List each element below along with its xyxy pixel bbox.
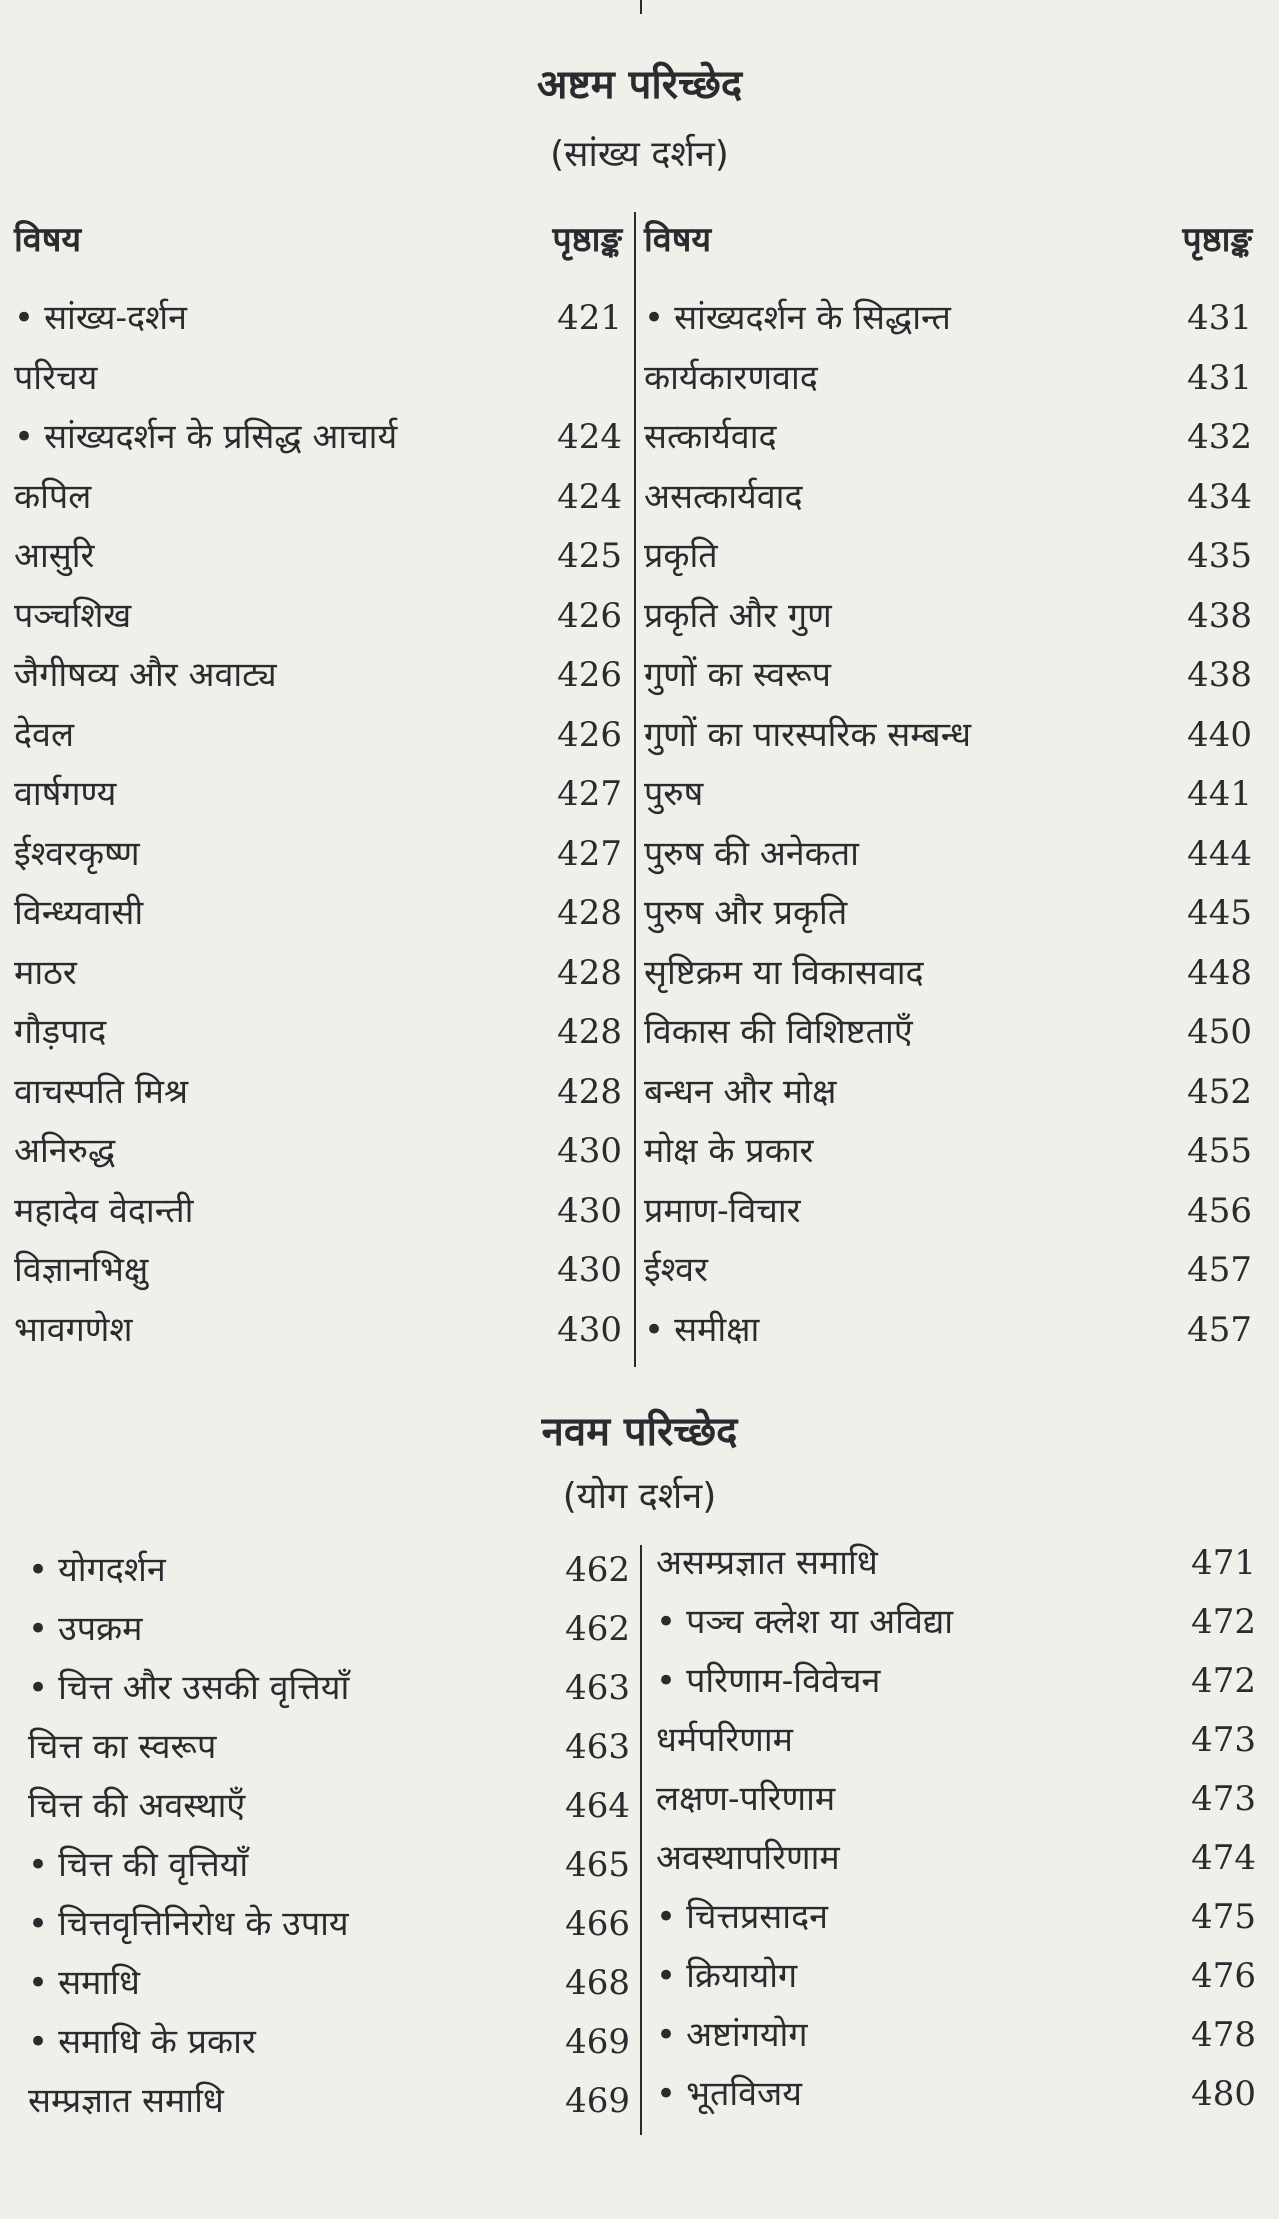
toc-entry: [644, 885, 1252, 941]
entry-page: 448: [1187, 952, 1252, 993]
toc-entry: [14, 1064, 622, 1120]
bullet-icon: •: [656, 2015, 677, 2055]
entry-page: 445: [1187, 893, 1252, 933]
entry-text: भावगणेश: [14, 1309, 133, 1350]
entry-page: 431: [1187, 357, 1252, 398]
section-title-navam: नवम परिच्छेद: [541, 1409, 738, 1455]
toc-entry: [644, 528, 1252, 584]
bullet-icon: •: [656, 1897, 677, 1937]
entry-page: 471: [1191, 1543, 1256, 1583]
entry-text: गुणों का स्वरूप: [644, 655, 831, 695]
toc-entry: [14, 469, 622, 525]
entry-page: 476: [1191, 1956, 1256, 1996]
entry-title: [28, 1542, 166, 1598]
entry-text: वार्षगण्य: [14, 774, 117, 814]
entry-title: [28, 2073, 224, 2129]
bullet-icon: •: [28, 1668, 49, 1708]
header-topic: विषय: [14, 220, 82, 260]
entry-title: [644, 588, 832, 644]
toc-entry: [644, 945, 1252, 1001]
entry-page: 455: [1187, 1131, 1252, 1171]
toc-column-right-s1: [644, 212, 1252, 1372]
entry-title: [644, 1302, 759, 1358]
entry-page: 441: [1187, 774, 1252, 814]
entry-text: चित्त का स्वरूप: [28, 1727, 217, 1767]
entry-text: ईश्वरकृष्ण: [14, 833, 140, 874]
entry-title: [656, 2007, 808, 2063]
entry-text: चित्त की वृत्तियाँ: [58, 1845, 249, 1885]
toc-entry: [14, 1242, 622, 1298]
entry-page: 456: [1187, 1190, 1252, 1231]
entry-title: [644, 409, 777, 465]
entry-text: प्रकृति और गुण: [644, 595, 832, 636]
entry-title: [656, 1712, 793, 1768]
toc-entry: [656, 1830, 1256, 1886]
entry-page: 427: [557, 833, 622, 874]
entry-title: [656, 1535, 878, 1591]
entry-page: 428: [557, 952, 622, 993]
entry-title: [644, 350, 818, 406]
entry-title: [656, 1771, 835, 1827]
column-header: [14, 212, 622, 268]
top-mark: [640, 0, 642, 14]
entry-title: [28, 1778, 245, 1834]
entry-title: [644, 826, 859, 882]
header-page: पृष्ठाङ्क: [552, 220, 622, 260]
toc-entry: [14, 290, 622, 346]
toc-entry: [28, 1955, 630, 2011]
entry-text: सम्प्रज्ञात समाधि: [28, 2081, 224, 2121]
toc-entry: [644, 469, 1252, 525]
toc-entry: [28, 1542, 630, 1598]
entry-text: परिचय: [14, 357, 98, 398]
toc-column-left-s2: [28, 1542, 630, 2132]
column-divider: [640, 1545, 642, 2135]
toc-entry: [14, 885, 622, 941]
entry-title: [28, 1601, 142, 1657]
entry-title: [28, 1955, 140, 2011]
entry-text: चित्तप्रसादन: [686, 1897, 829, 1937]
section-subtitle-sankhya: (सांख्य दर्शन): [550, 134, 729, 175]
entry-page: 424: [557, 417, 622, 457]
entry-title: [656, 1594, 953, 1650]
entry-page: 431: [1187, 298, 1252, 338]
section-title-ashtam: अष्टम परिच्छेद: [536, 62, 743, 108]
entry-title: [14, 945, 77, 1001]
toc-entry: [644, 1183, 1252, 1239]
toc-entry: [644, 1302, 1252, 1358]
entry-page: 435: [1187, 536, 1252, 576]
toc-entry: [28, 1896, 630, 1952]
entry-text: समाधि के प्रकार: [58, 2022, 256, 2062]
toc-entry: [644, 707, 1252, 763]
entry-title: [644, 290, 951, 346]
entry-page: 426: [557, 714, 622, 755]
toc-entry: [644, 766, 1252, 822]
entry-page: 457: [1187, 1309, 1252, 1350]
bullet-icon: •: [28, 2022, 49, 2062]
entry-title: [14, 1064, 188, 1120]
column-divider: [634, 212, 636, 1367]
entry-page: 450: [1187, 1012, 1252, 1052]
entry-page: 466: [565, 1904, 630, 1944]
toc-entry: [656, 1771, 1256, 1827]
entry-title: [656, 1948, 797, 2004]
toc-entry: [14, 707, 622, 763]
column-header: [644, 212, 1252, 268]
entry-page: 430: [557, 1250, 622, 1290]
entry-title: [14, 409, 397, 465]
toc-entry: [644, 1004, 1252, 1060]
toc-entry: [656, 1594, 1256, 1650]
entry-page: 428: [557, 893, 622, 933]
entry-page: 480: [1191, 2074, 1256, 2114]
entry-text: समीक्षा: [674, 1309, 760, 1350]
toc-entry: [644, 647, 1252, 703]
toc-entry: [656, 1889, 1256, 1945]
entry-page: 462: [565, 1550, 630, 1590]
entry-title: [14, 1004, 106, 1060]
entry-page: 438: [1187, 655, 1252, 695]
entry-text: कपिल: [14, 476, 92, 517]
bullet-icon: •: [28, 1963, 49, 2003]
entry-text: प्रकृति: [644, 536, 718, 576]
toc-entry: [14, 826, 622, 882]
entry-text: वाचस्पति मिश्र: [14, 1071, 189, 1112]
entry-title: [14, 707, 74, 763]
entry-text: अष्टांगयोग: [686, 2015, 808, 2055]
entry-title: [28, 1837, 248, 1893]
entry-text: सांख्यदर्शन के सिद्धान्त: [674, 298, 951, 338]
toc-entry: [14, 766, 622, 822]
entry-title: [14, 647, 277, 703]
section-subtitle-yoga: (योग दर्शन): [562, 1476, 717, 1517]
entry-title: [644, 707, 971, 763]
entry-page: 430: [557, 1131, 622, 1171]
toc-entry: [644, 1123, 1252, 1179]
toc-entry: [14, 409, 622, 465]
entry-page: 430: [557, 1309, 622, 1350]
entry-text: समाधि: [58, 1963, 140, 2003]
entry-title: [14, 766, 116, 822]
entry-page: 430: [557, 1190, 622, 1231]
entry-text: विकास की विशिष्टताएँ: [644, 1012, 913, 1052]
entry-page: 457: [1187, 1250, 1252, 1290]
toc-entry: [28, 1601, 630, 1657]
toc-entry: [656, 2066, 1256, 2122]
entry-text: जैगीषव्य और अवाट्य: [14, 655, 277, 695]
entry-text: गौड़पाद: [14, 1012, 107, 1052]
bullet-icon: •: [644, 298, 665, 338]
entry-text: आसुरि: [14, 536, 95, 576]
toc-entry: [644, 826, 1252, 882]
toc-entry: [644, 290, 1252, 346]
entry-title: [644, 945, 924, 1001]
entry-title: [644, 1183, 801, 1239]
entry-page: 468: [565, 1963, 630, 2003]
entry-title: [14, 885, 143, 941]
toc-entry: [14, 647, 622, 703]
entry-text: क्रियायोग: [686, 1956, 798, 1996]
toc-entry: [28, 1660, 630, 1716]
toc-entry: [28, 2073, 630, 2129]
entry-text: सृष्टिक्रम या विकासवाद: [644, 952, 924, 993]
header-topic: विषय: [644, 220, 712, 260]
entry-text: देवल: [14, 714, 75, 755]
toc-entry: [644, 1064, 1252, 1120]
bullet-icon: •: [644, 1309, 665, 1350]
bullet-icon: •: [28, 1550, 49, 1590]
entry-page: 428: [557, 1071, 622, 1112]
bullet-icon: •: [656, 1956, 677, 1996]
entry-page: 444: [1187, 833, 1252, 874]
toc-column-right-s2: [656, 1535, 1256, 2135]
entry-text: परिणाम-विवेचन: [686, 1661, 881, 1701]
entry-text: अनिरुद्ध: [14, 1131, 116, 1171]
entry-text: चित्त की अवस्थाएँ: [28, 1786, 246, 1826]
entry-text: महादेव वेदान्ती: [14, 1190, 194, 1231]
bullet-icon: •: [28, 1609, 49, 1649]
toc-entry: [644, 1242, 1252, 1298]
entry-title: [14, 826, 140, 882]
entry-text: धर्मपरिणाम: [656, 1720, 793, 1760]
entry-text: पञ्चशिख: [14, 595, 132, 636]
entry-page: 424: [557, 476, 622, 517]
entry-text: चित्तवृत्तिनिरोध के उपाय: [58, 1904, 349, 1944]
bullet-icon: •: [656, 1602, 677, 1642]
entry-page: 421: [557, 298, 622, 338]
entry-text: सांख्यदर्शन के प्रसिद्ध आचार्य: [44, 417, 398, 457]
entry-page: 463: [565, 1668, 630, 1708]
entry-title: [644, 1242, 708, 1298]
entry-text: ईश्वर: [644, 1250, 708, 1290]
entry-text: लक्षण-परिणाम: [656, 1779, 836, 1819]
entry-text: मोक्ष के प्रकार: [644, 1131, 814, 1171]
entry-title: [28, 1660, 349, 1716]
toc-entry: [28, 1837, 630, 1893]
entry-text: पुरुष और प्रकृति: [644, 893, 848, 933]
entry-title: [644, 528, 718, 584]
entry-page: 426: [557, 595, 622, 636]
entry-page: 469: [565, 2022, 630, 2062]
bullet-icon: •: [28, 1904, 49, 1944]
entry-title: [644, 647, 831, 703]
toc-entry: [14, 945, 622, 1001]
entry-text: पुरुष की अनेकता: [644, 833, 859, 874]
entry-title: [14, 1183, 193, 1239]
entry-page: 463: [565, 1727, 630, 1767]
toc-column-left-s1: [14, 212, 622, 1372]
toc-entry: [656, 2007, 1256, 2063]
entry-title: [14, 469, 91, 525]
entry-title: [14, 588, 131, 644]
entry-text: योगदर्शन: [58, 1550, 166, 1590]
entry-text: विज्ञानभिक्षु: [14, 1250, 149, 1290]
entry-title: [644, 885, 847, 941]
entry-page: 473: [1191, 1720, 1256, 1760]
entry-title: [644, 766, 703, 822]
entry-text: अवस्थापरिणाम: [656, 1838, 840, 1878]
toc-entry: [644, 350, 1252, 406]
toc-entry: [656, 1712, 1256, 1768]
entry-text: कार्यकारणवाद: [644, 357, 818, 398]
entry-text: बन्धन और मोक्ष: [644, 1071, 837, 1112]
entry-text: पञ्च क्लेश या अविद्या: [686, 1602, 954, 1642]
entry-text: माठर: [14, 952, 77, 993]
entry-title: [14, 1242, 148, 1298]
entry-page: 427: [557, 774, 622, 814]
entry-text: सत्कार्यवाद: [644, 417, 777, 457]
toc-entry: [14, 528, 622, 584]
entry-title: [14, 1123, 115, 1179]
entry-page: 425: [557, 536, 622, 576]
entry-page: 465: [565, 1845, 630, 1885]
entry-title: [14, 290, 187, 346]
entry-page: 472: [1191, 1602, 1256, 1642]
entry-text: चित्त और उसकी वृत्तियाँ: [58, 1668, 350, 1708]
bullet-icon: •: [14, 417, 35, 457]
toc-entry: [14, 1183, 622, 1239]
entry-text: गुणों का पारस्परिक सम्बन्ध: [644, 714, 972, 755]
toc-entry: [644, 588, 1252, 644]
toc-entry: [14, 1004, 622, 1060]
entry-text: भूतविजय: [686, 2074, 803, 2114]
entry-page: 472: [1191, 1661, 1256, 1701]
entry-page: 452: [1187, 1071, 1252, 1112]
entry-title: [656, 1653, 880, 1709]
entry-text: विन्ध्यवासी: [14, 893, 144, 933]
entry-page: 432: [1187, 417, 1252, 457]
entry-text: पुरुष: [644, 774, 704, 814]
entry-title: [644, 469, 803, 525]
entry-title: [656, 2066, 802, 2122]
toc-entry: [656, 1948, 1256, 2004]
entry-text: असम्प्रज्ञात समाधि: [656, 1543, 878, 1583]
entry-title: [644, 1064, 836, 1120]
entry-text: सांख्य-दर्शन: [44, 298, 187, 338]
entry-page: 428: [557, 1012, 622, 1052]
entry-title: [28, 1896, 349, 1952]
toc-entry: [28, 1719, 630, 1775]
entry-title: [14, 1302, 132, 1358]
entry-title: [28, 1719, 216, 1775]
entry-page: 440: [1187, 714, 1252, 755]
entry-page: 434: [1187, 476, 1252, 517]
toc-entry: [644, 409, 1252, 465]
entry-title: [14, 528, 94, 584]
entry-title: [14, 350, 97, 406]
entry-page: 426: [557, 655, 622, 695]
bullet-icon: •: [14, 298, 35, 338]
toc-entry: [656, 1535, 1256, 1591]
entry-text: उपक्रम: [58, 1609, 143, 1649]
toc-entry: [28, 1778, 630, 1834]
bullet-icon: •: [28, 1845, 49, 1885]
toc-entry: [14, 588, 622, 644]
entry-text: असत्कार्यवाद: [644, 476, 803, 517]
entry-page: 438: [1187, 595, 1252, 636]
entry-title: [644, 1123, 813, 1179]
entry-page: 478: [1191, 2015, 1256, 2055]
header-page: पृष्ठाङ्क: [1182, 220, 1252, 260]
entry-page: 464: [565, 1786, 630, 1826]
entry-title: [644, 1004, 913, 1060]
bullet-icon: •: [656, 1661, 677, 1701]
entry-page: 462: [565, 1609, 630, 1649]
toc-entry: [656, 1653, 1256, 1709]
entry-title: [28, 2014, 256, 2070]
entry-text: प्रमाण-विचार: [644, 1190, 801, 1231]
entry-title: [656, 1889, 828, 1945]
entry-title: [656, 1830, 840, 1886]
bullet-icon: •: [656, 2074, 677, 2114]
toc-entry: [14, 350, 622, 406]
entry-page: 475: [1191, 1897, 1256, 1937]
toc-entry: [14, 1302, 622, 1358]
toc-entry: [28, 2014, 630, 2070]
entry-page: 469: [565, 2081, 630, 2121]
entry-page: 474: [1191, 1838, 1256, 1878]
entry-page: 473: [1191, 1779, 1256, 1819]
toc-entry: [14, 1123, 622, 1179]
